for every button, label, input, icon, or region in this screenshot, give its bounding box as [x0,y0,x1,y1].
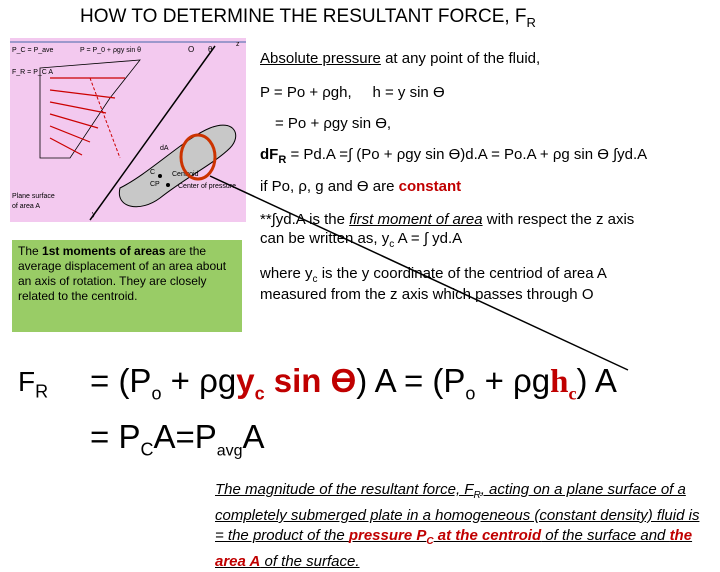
label-y: y [92,211,96,218]
summary-c: pressure P [348,527,427,544]
label-theta: θ [208,45,213,54]
eq-a: = (P [90,362,152,399]
where-sub: c [312,274,318,285]
eq-d: + ρg [475,362,551,399]
constant-text: if Po, ρ, g and ϴ are [260,178,399,195]
summary-b: , acting on a plane surface of a completely submerged plate in a homogeneous (constant density) fluid is = the product of the [215,481,700,544]
highlight-circle [181,135,215,179]
moment-line-2 [260,230,462,254]
eq-c: ) A = (P [356,362,466,399]
label-fr: F_R = P_C A [12,69,54,76]
moment-d: can be written as, y [260,230,390,247]
eq-hc: h [550,364,569,400]
eq2-a: = P [90,418,141,455]
summary-a: The magnitude of the resultant force, F [215,481,474,498]
dfr-f: F [269,146,279,163]
dfr-d: d [260,146,270,163]
moment-e: A = ∫ yd.A [394,230,463,247]
eq-sin: sin ϴ [264,362,357,399]
pressure-centroid-equation [90,418,265,461]
eq-e: ) A [576,362,617,399]
constant-line [260,178,461,196]
summary-f: the area A [215,527,693,570]
eq-c-sub: o [465,383,476,404]
summary-d: at the centroid [433,527,542,544]
label-plane: Plane surface [12,193,55,200]
page-title [80,6,536,30]
eq-b: + ρg [161,362,237,399]
note-a: The [18,244,43,258]
title-text: HOW TO DETERMINE THE RESULTANT FORCE, F [80,6,527,27]
eq-yc: y [236,362,255,399]
summary-paragraph [215,480,710,572]
resultant-equation [90,362,617,405]
note-b: 1st moments of areas [42,244,166,258]
where-a: where y [260,265,313,282]
eq2-sub2: avg [216,442,243,460]
pressure-equation: P = Po + ρgh, h = y sin ϴ [260,84,445,101]
fr-label [18,366,48,403]
moment-line [260,211,634,229]
eq2-b: A=P [153,418,217,455]
dfr-sub: R [278,154,287,166]
pressure-equation-2: = Po + ρgy sin ϴ, [275,115,392,132]
moment-c: with respect the z axis [482,211,635,228]
label-o: O [188,45,195,54]
summary-e: of the surface and [541,527,670,544]
where-b: is the y coordinate of the centriod of area A [317,265,607,282]
fr-letter: F [18,366,36,397]
abs-pressure-line [260,50,540,68]
constant-word: constant [398,178,462,195]
summary-g: of the surface. [260,553,360,570]
eq-yc-sub: c [254,383,265,404]
summary-a-sub: R [473,490,481,501]
title-subscript: R [526,14,536,30]
moments-note [12,240,242,332]
moment-d-sub: c [389,239,395,250]
eq-hc-sub: c [568,383,577,404]
dfr-equation [260,146,647,169]
eq2-sub1: C [140,439,154,460]
label-cp: CP [150,181,160,188]
eq2-c: A [242,418,265,455]
label-centroid: Centroid [172,171,199,178]
label-plane-area: of area A [12,203,41,210]
label-center-pressure: Center of pressure [178,183,236,190]
fr-sub: R [35,381,49,402]
label-pc: P_C = P_ave [12,47,54,54]
label-da: dA [160,145,169,152]
note-c: are the average displacement of an area about an axis of rotation. They are closely related to the centroid. [18,244,227,303]
eq-a-sub: o [151,383,162,404]
label-c: C [150,169,156,176]
summary-c-sub: C [426,536,434,547]
moment-a: **∫yd.A is the [260,211,350,228]
dfr-rest: = Pd.A =∫ (Po + ρgy sin ϴ)d.A = Po.A + ρg sin ϴ ∫yd.A [286,146,648,163]
label-p: P = P_0 + ρgy sin θ [80,47,142,54]
label-z: z [236,41,240,48]
abs-pressure-rest: at any point of the fluid, [380,50,541,67]
moment-b: first moment of area [349,211,483,228]
centroid-point [158,174,162,178]
abs-pressure-term: Absolute pressure [260,50,381,67]
where-line-2: measured from the z axis which passes through O [260,286,594,303]
